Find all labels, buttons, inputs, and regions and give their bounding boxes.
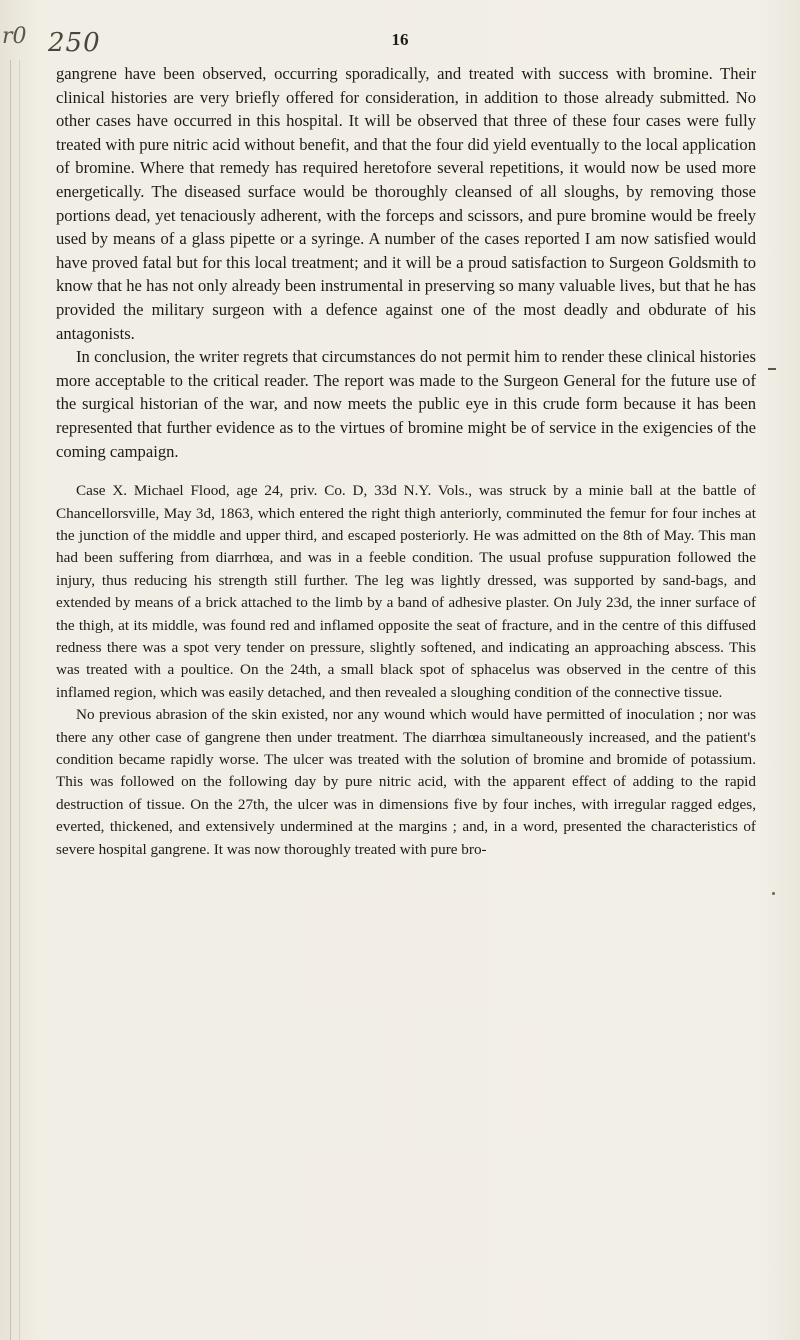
page-gutter (10, 60, 20, 1340)
margin-mark-dot (772, 892, 775, 895)
body-text (56, 62, 756, 861)
handwritten-page-annotation: 250 (48, 28, 101, 58)
paragraph-continuation: gangrene have been observed, occurring sporadically, and treated with success with bromine. Their clinical histories are very briefly offered for consideration, in addition to those already submitted. No other cases have occurred in this hospital. It will be observed that three of these four cases were fully treated with pure nitric acid without benefit, and that the four did yield eventually to the local application of bromine. Where that remedy has required heretofore several repetitions, it would now be used more energetically. The diseased surface would be thoroughly cleansed of all sloughs, by removing those portions dead, yet tenaciously adherent, with the forceps and scissors, and pure bromine would be freely used by means of a glass pipette or a syringe. A number of the cases reported I am now satisfied would have proved fatal but for this local treatment; and it will be a proud satisfaction to Surgeon Goldsmith to know that he has not only already been instrumental in preserving so many valuable lives, but that he has provided the military surgeon with a defence against one of the most deadly and obdurate of his antagonists. (56, 64, 756, 343)
marginal-mark: r0 (2, 24, 27, 49)
margin-mark-dash (768, 368, 776, 370)
paragraph-conclusion: In conclusion, the writer regrets that circumstances do not permit him to render these clinical histories more acceptable to the critical reader. The report was made to the Surgeon General for the future use of the surgical historian of the war, and now meets the public eye in this crude form because it has been represented that further evidence as to the virtues of bromine might be of service in the exigencies of the coming campaign. (56, 347, 756, 461)
page-number: 16 (391, 30, 409, 49)
paragraph-case-x: Case X. Michael Flood, age 24, priv. Co. D, 33d N.Y. Vols., was struck by a minie ball at the battle of Chancellorsville, May 3d, 1863, which entered the right thigh anteriorly, comminuted the femur for four inches at the junction of the middle and upper third, and escaped posteriorly. He was admitted on the 8th of May. This man had been suffering from diarrhœa, and was in a feeble condition. The usual profuse suppuration followed the injury, thus reducing his strength still further. The leg was lightly dressed, was supported by sand-bags, and extended by means of a brick attached to the limb by a band of adhesive plaster. On July 23d, the inner surface of the thigh, at its middle, was found red and inflamed opposite the seat of fracture, and in the centre of this diffused redness there was a spot very tender on pressure, slightly softened, and indicating an approaching abscess. This was treated with a poultice. On the 24th, a small black spot of sphacelus was observed in the centre of this inflamed region, which was easily detached, and then revealed a sloughing condition of the connective tissue. (56, 482, 756, 701)
paragraph-case-x-continued: No previous abrasion of the skin existed, nor any wound which would have permitted of inoculation ; nor was there any other case of gangrene then under treatment. The diarrhœa simultaneously increased, and the patient's condition became rapidly worse. The ulcer was treated with the solution of bromine and bromide of potassium. This was followed on the following day by pure nitric acid, with the apparent effect of adding to the rapid destruction of tissue. On the 27th, the ulcer was in dimensions five by four inches, with irregular ragged edges, everted, thickened, and extensively undermined at the margins ; and, in a word, presented the characteristics of severe hospital gangrene. It was now thoroughly treated with pure bro- (56, 706, 756, 858)
